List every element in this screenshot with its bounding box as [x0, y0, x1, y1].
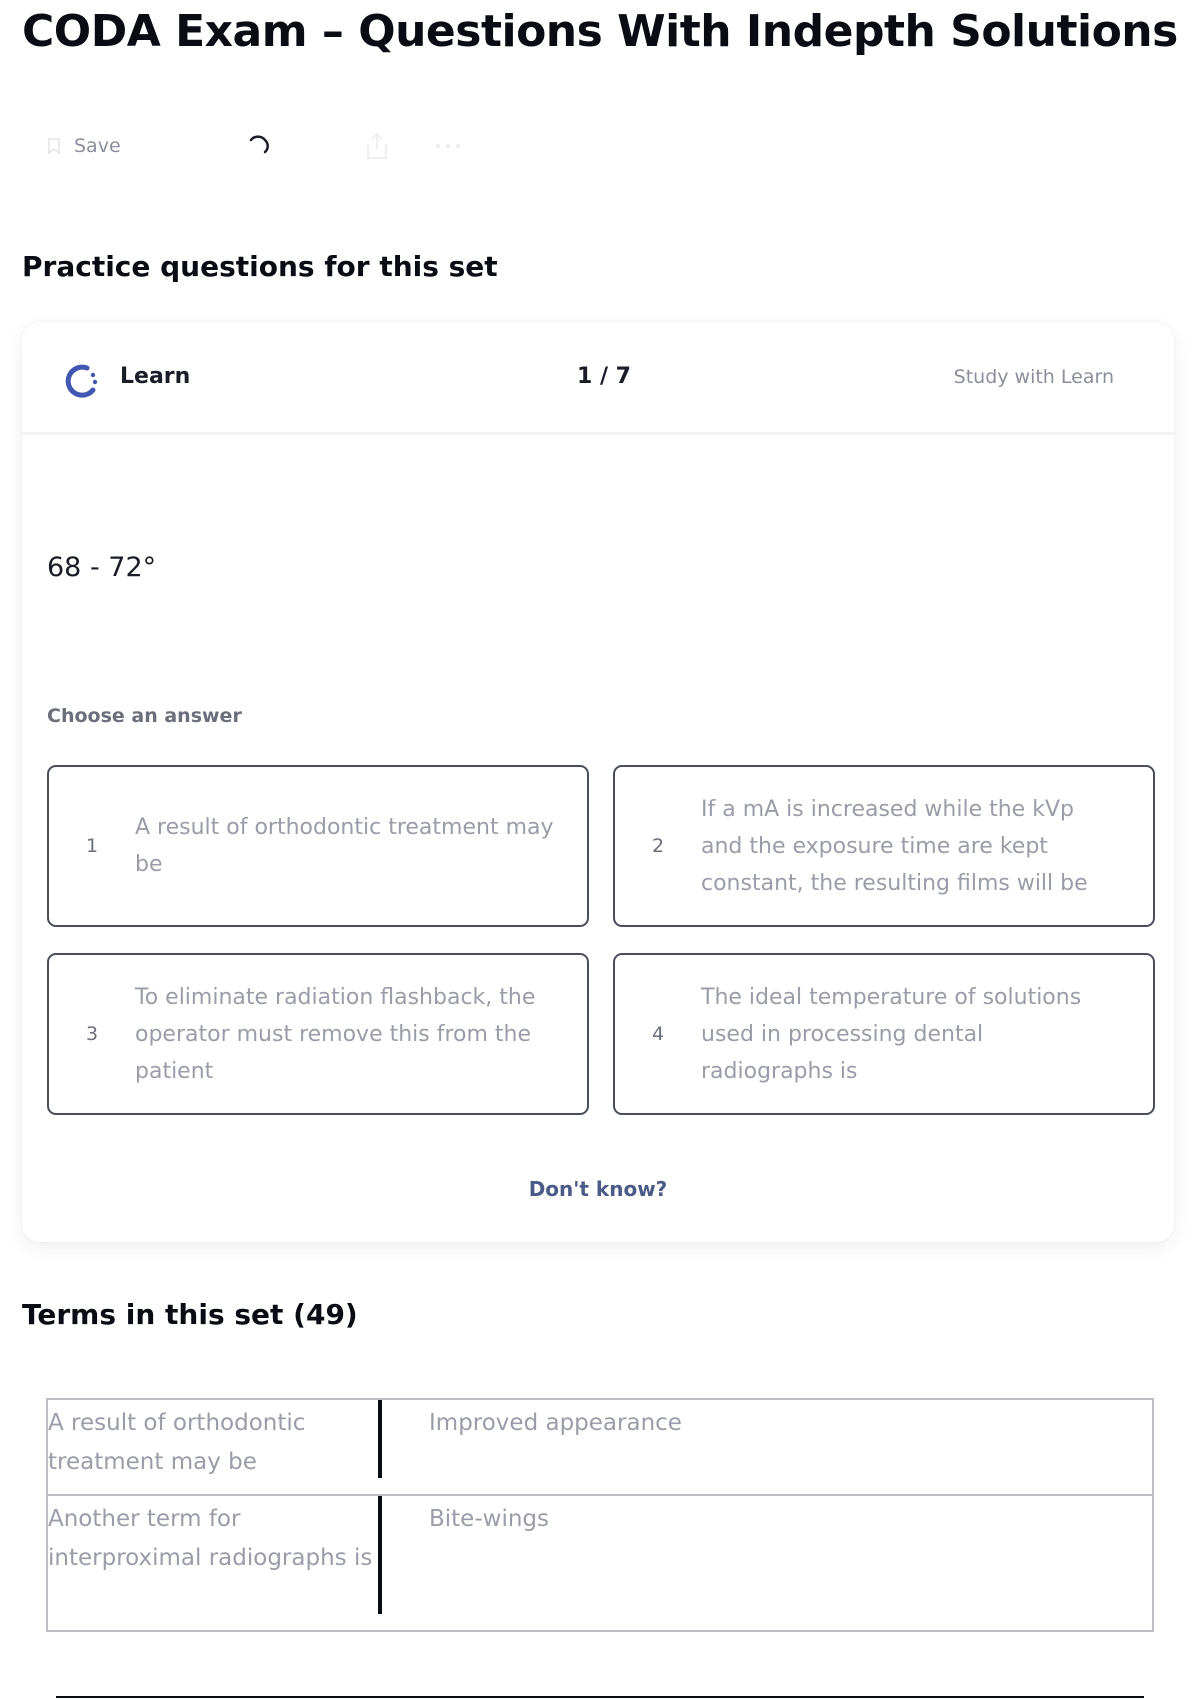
definition-text: Improved appearance	[429, 1410, 682, 1436]
choose-answer-label: Choose an answer	[47, 705, 242, 727]
bookmark-icon	[48, 138, 60, 154]
row-divider	[378, 1496, 382, 1614]
table-row[interactable]	[46, 1496, 1154, 1632]
terms-table	[46, 1398, 1154, 1632]
term-text: Another term for interproximal radiographs is	[48, 1506, 373, 1571]
option-number: 4	[651, 1023, 665, 1045]
dont-know-button[interactable]: Don't know?	[528, 1177, 668, 1201]
term-text: A result of orthodontic treatment may be	[48, 1410, 306, 1475]
learn-mode-label: Learn	[120, 364, 191, 389]
option-number: 2	[651, 835, 665, 857]
bottom-divider	[56, 1696, 1144, 1698]
option-number: 1	[85, 835, 99, 857]
option-text: If a mA is increased while the kVp and the exposure time are kept constant, the resulting films will be	[701, 796, 1088, 896]
study-with-learn-link[interactable]: Study with Learn	[953, 366, 1114, 388]
option-number: 3	[85, 1023, 99, 1045]
page-title: CODA Exam – Questions With Indepth Solutions	[22, 6, 1178, 57]
row-divider	[378, 1400, 382, 1478]
practice-card-header	[22, 322, 1174, 435]
progress-counter: 1 / 7	[577, 364, 631, 389]
share-button[interactable]	[363, 126, 391, 166]
terms-heading: Terms in this set (49)	[22, 1298, 358, 1331]
answer-option-4[interactable]	[613, 953, 1155, 1115]
save-button[interactable]	[48, 126, 121, 166]
learn-icon	[60, 360, 102, 402]
practice-heading: Practice questions for this set	[22, 250, 498, 283]
more-button[interactable]	[433, 126, 463, 166]
question-prompt: 68 - 72°	[47, 552, 157, 583]
option-text: To eliminate radiation flashback, the operator must remove this from the patient	[135, 984, 536, 1084]
practice-card	[22, 322, 1174, 1242]
more-icon	[433, 141, 463, 151]
answer-option-2[interactable]	[613, 765, 1155, 927]
table-row[interactable]	[46, 1398, 1154, 1496]
loop-button[interactable]	[243, 126, 273, 166]
answer-option-3[interactable]	[47, 953, 589, 1115]
option-text: A result of orthodontic treatment may be	[135, 815, 554, 877]
save-label: Save	[74, 135, 121, 157]
toolbar	[48, 126, 548, 166]
share-icon	[363, 131, 391, 161]
definition-text: Bite-wings	[429, 1506, 549, 1532]
loop-icon	[243, 131, 273, 161]
option-text: The ideal temperature of solutions used in processing dental radiographs is	[701, 984, 1082, 1084]
answer-option-1[interactable]	[47, 765, 589, 927]
